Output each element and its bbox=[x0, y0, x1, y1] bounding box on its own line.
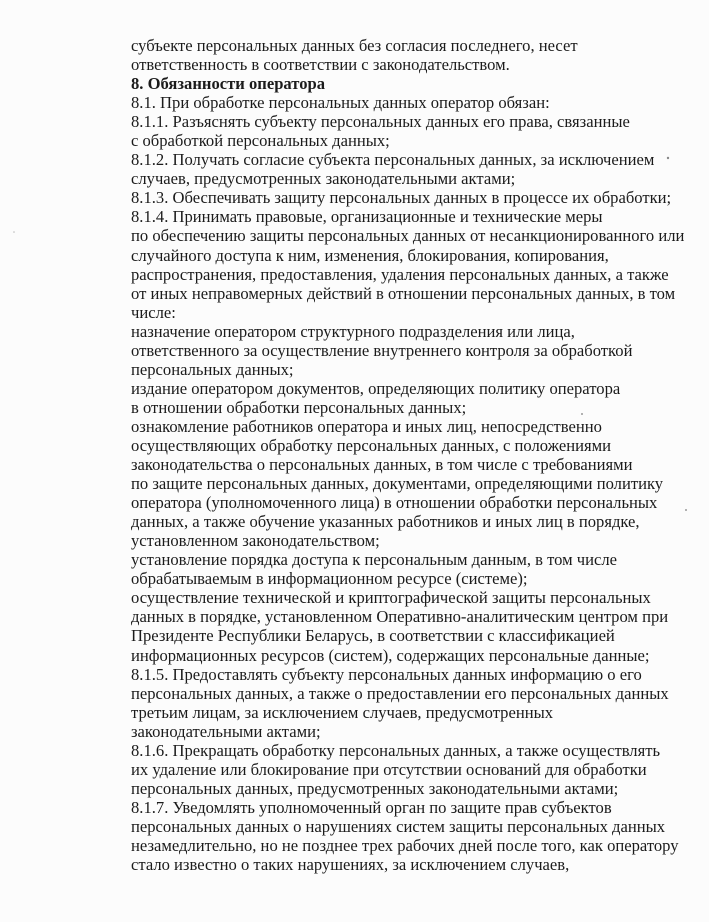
text-line: персональных данных; bbox=[131, 359, 294, 379]
text-line: ознакомление работников оператора и иных лиц, непосредственно bbox=[131, 416, 602, 436]
text-line: Президенте Республики Беларусь, в соответствии с классификацией bbox=[131, 626, 615, 646]
text-line: персональных данных, предусмотренных законодательными актами; bbox=[131, 778, 619, 798]
text-line: издание оператором документов, определяющих политику оператора bbox=[131, 378, 621, 398]
text-line: ответственного за осуществление внутреннего контроля за обработкой bbox=[131, 340, 633, 360]
text-line: от иных неправомерных действий в отношении персональных данных, в том bbox=[131, 283, 676, 303]
text-line: стало известно о таких нарушениях, за исключением случаев, bbox=[131, 855, 570, 875]
text-line: установленном законодательством; bbox=[131, 531, 380, 551]
text-line: назначение оператором структурного подразделения или лица, bbox=[131, 321, 575, 341]
text-line: 8.1.7. Уведомлять уполномоченный орган по защите прав субъектов bbox=[131, 797, 612, 817]
text-line: данных, а также обучение указанных работников и иных лиц в порядке, bbox=[131, 512, 640, 532]
text-line: законодательными актами; bbox=[131, 721, 321, 741]
text-line: субъекте персональных данных без согласия последнего, несет bbox=[131, 36, 578, 55]
text-line: по обеспечению защиты персональных данных от несанкционированного или bbox=[131, 226, 685, 246]
section-heading: 8. Обязанности оператора bbox=[131, 74, 326, 94]
text-line: третьим лицам, за исключением случаев, предусмотренных bbox=[131, 702, 554, 722]
text-line: случаев, предусмотренных законодательными актами; bbox=[131, 169, 516, 189]
document-body bbox=[131, 36, 703, 874]
text-line: персональных данных, а также о предоставлении его персональных данных bbox=[131, 683, 669, 703]
text-line: персональных данных о нарушениях систем защиты персональных данных bbox=[131, 816, 666, 836]
text-line: их удаление или блокирование при отсутствии оснований для обработки bbox=[131, 759, 647, 779]
text-line: 8.1.2. Получать согласие субъекта персональных данных, за исключением bbox=[131, 150, 655, 170]
text-line: оператора (уполномоченного лица) в отношении обработки персональных bbox=[131, 493, 658, 513]
text-line: информационных ресурсов (систем), содержащих персональные данные; bbox=[131, 645, 650, 665]
text-line: данных в порядке, установленном Оперативно-аналитическим центром при bbox=[131, 607, 669, 627]
text-line: осуществление технической и криптографической защиты персональных bbox=[131, 588, 651, 608]
text-line: числе: bbox=[131, 302, 176, 322]
text-line: с обработкой персональных данных; bbox=[131, 131, 390, 151]
text-line: незамедлительно, но не позднее трех рабочих дней после того, как оператору bbox=[131, 835, 679, 855]
text-line: осуществляющих обработку персональных данных, с положениями bbox=[131, 435, 612, 455]
text-line: 8.1.1. Разъяснять субъекту персональных данных его права, связанные bbox=[131, 112, 630, 132]
text-line: 8.1.4. Принимать правовые, организационные и технические меры bbox=[131, 207, 603, 227]
text-line: 8.1.6. Прекращать обработку персональных данных, а также осуществлять bbox=[131, 740, 661, 760]
text-line: 8.1. При обработке персональных данных оператор обязан: bbox=[131, 93, 550, 113]
text-line: в отношении обработки персональных данных; bbox=[131, 397, 467, 417]
text-line: распространения, предоставления, удаления персональных данных, а также bbox=[131, 264, 669, 284]
text-line: 8.1.3. Обеспечивать защиту персональных данных в процессе их обработки; bbox=[131, 188, 672, 208]
text-line: случайного доступа к ним, изменения, блокирования, копирования, bbox=[131, 245, 609, 265]
speck bbox=[13, 231, 15, 233]
text-line: 8.1.5. Предоставлять субъекту персональных данных информацию о его bbox=[131, 664, 642, 684]
text-line: по защите персональных данных, документами, определяющими политику bbox=[131, 474, 664, 494]
text-line: установление порядка доступа к персональным данным, в том числе bbox=[131, 550, 618, 570]
text-line: законодательства о персональных данных, в том числе с требованиями bbox=[131, 455, 633, 475]
text-line: ответственность в соответствии с законодательством. bbox=[131, 55, 510, 75]
text-line: обрабатываемым в информационном ресурсе (системе); bbox=[131, 569, 528, 589]
